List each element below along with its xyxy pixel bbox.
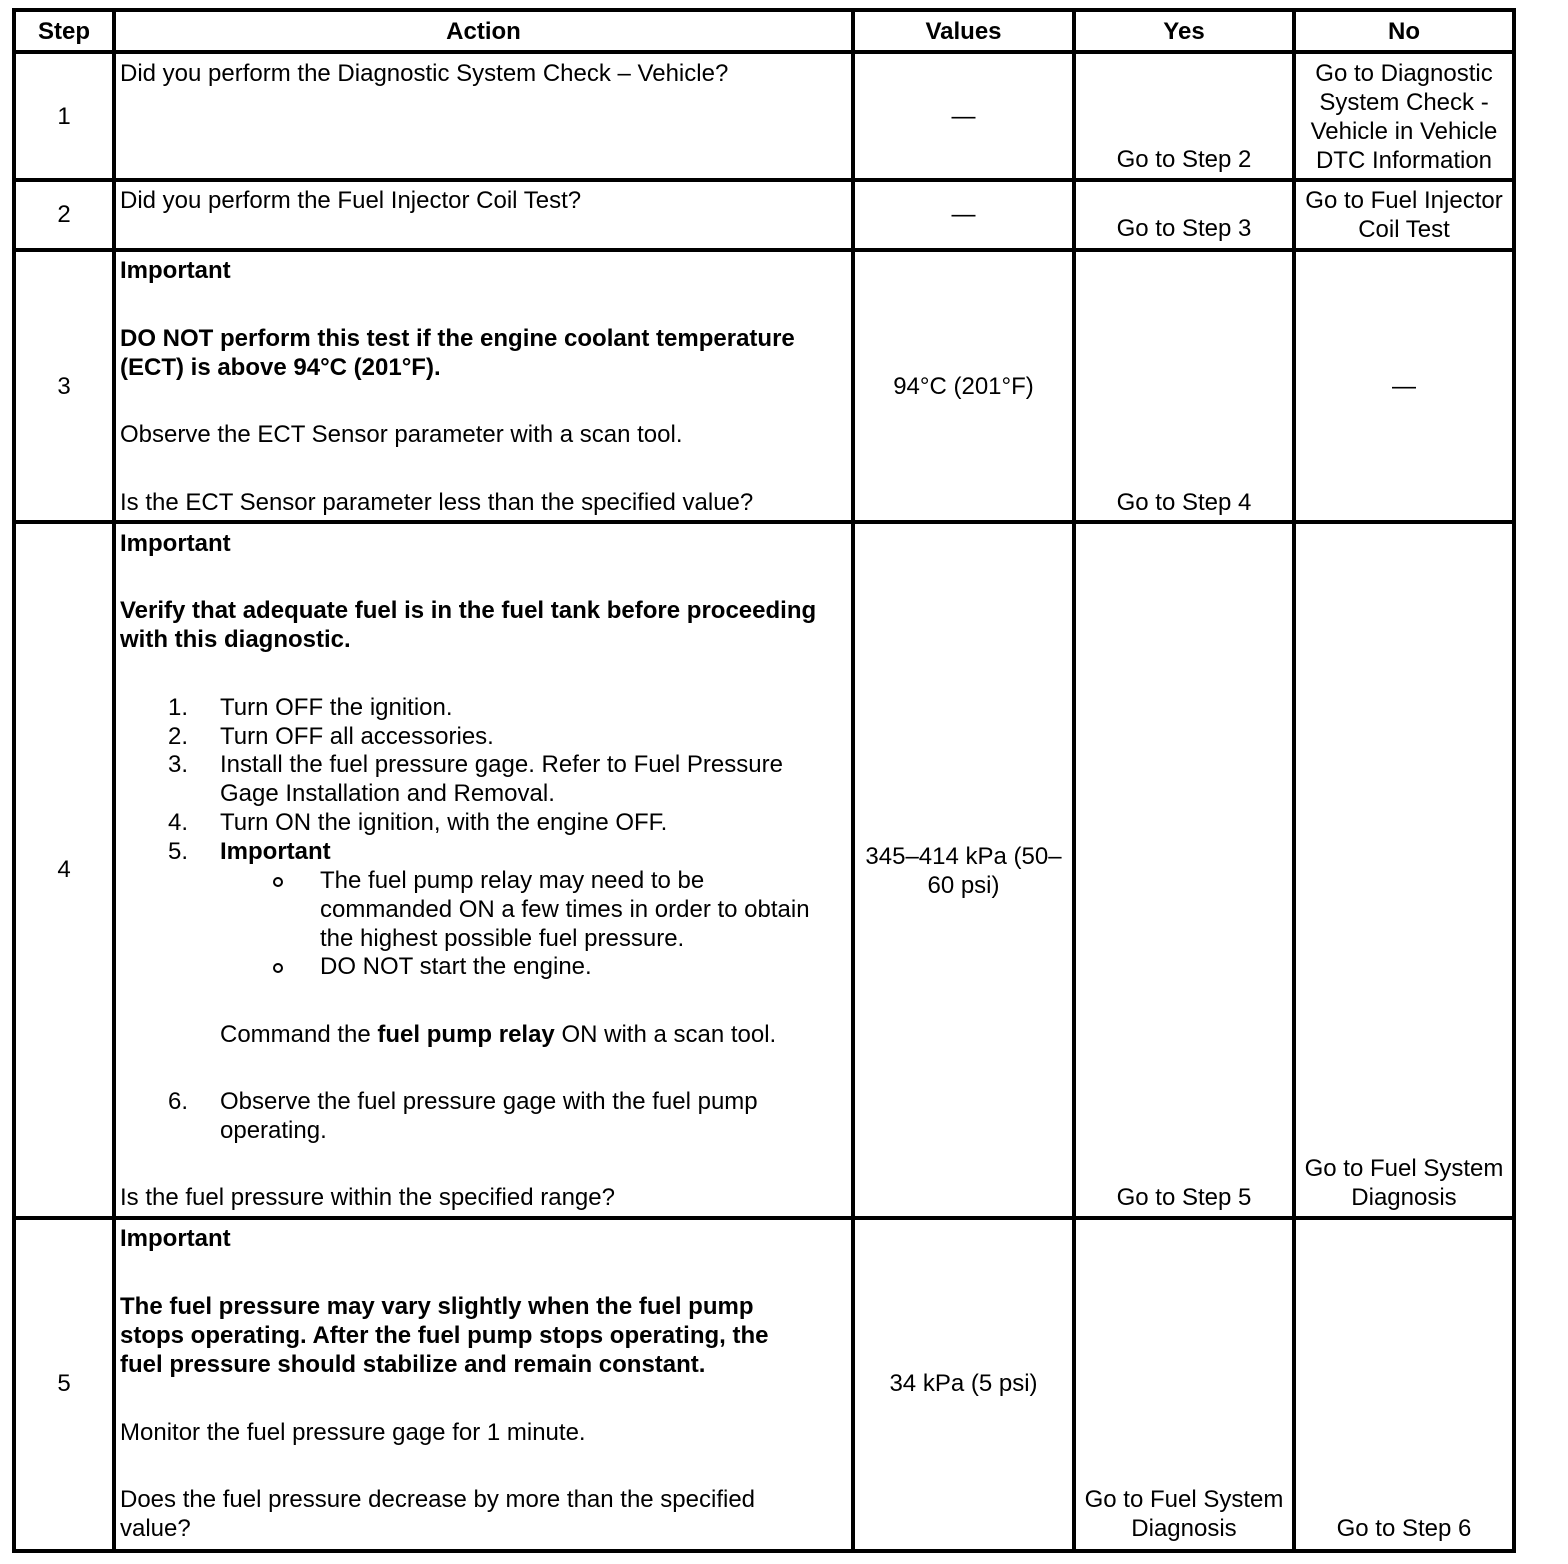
row-3-yes: Go to Step 4	[1116, 489, 1252, 516]
bullet-icon	[273, 877, 283, 887]
row-4-warning-line: with this diagnostic.	[120, 626, 351, 653]
bullet-item: DO NOT start the engine.	[320, 953, 592, 980]
row-4-question: Is the fuel pressure within the specified range?	[120, 1184, 615, 1211]
row-2-no-line: Coil Test	[1358, 216, 1450, 243]
row-1-question: Did you perform the Diagnostic System Check – Vehicle?	[120, 60, 729, 87]
row-5-no: Go to Step 6	[1336, 1515, 1472, 1542]
row-3-value: 94°C (201°F)	[893, 373, 1034, 400]
list-item	[220, 1087, 758, 1145]
row-1-step: 1	[57, 103, 71, 130]
row-4-no-line: Diagnosis	[1351, 1184, 1457, 1211]
row-3-question: Is the ECT Sensor parameter less than the specified value?	[120, 489, 754, 516]
row-4-step: 4	[57, 856, 71, 883]
list-item-important: Important	[220, 838, 331, 865]
header-values: Values	[925, 18, 1002, 45]
row-1-yes: Go to Step 2	[1116, 146, 1252, 173]
command-bold: fuel pump relay	[377, 1021, 555, 1048]
row-5-instruction: Monitor the fuel pressure gage for 1 minute.	[120, 1419, 586, 1446]
list-item: Turn OFF the ignition.	[220, 694, 453, 721]
bullet-item-line: commanded ON a few times in order to obtain	[320, 896, 810, 923]
list-item-line: Gage Installation and Removal.	[220, 780, 555, 807]
row-1-no-line: System Check -	[1319, 89, 1489, 116]
row-2-step: 2	[57, 201, 71, 228]
row-5-yes-line: Go to Fuel System	[1084, 1486, 1284, 1513]
list-item	[220, 750, 783, 808]
row-3-no: —	[1392, 373, 1416, 400]
row-4-value-line: 60 psi)	[927, 872, 1000, 899]
row-5-yes	[1076, 1485, 1292, 1543]
list-item-line: Observe the fuel pressure gage with the fuel pump	[220, 1088, 758, 1115]
list-number: 4.	[168, 809, 189, 836]
row-1-no	[1296, 59, 1512, 175]
list-item: Turn ON the ignition, with the engine OFF.	[220, 809, 668, 836]
row-5-warning-line: stops operating. After the fuel pump stops operating, the	[120, 1322, 769, 1349]
row-2-value: —	[951, 201, 976, 228]
row-3-warning-line: (ECT) is above 94°C (201°F).	[120, 354, 441, 381]
header-action: Action	[446, 18, 521, 45]
row-5-question-line: value?	[120, 1515, 191, 1542]
row-4-warning-line: Verify that adequate fuel is in the fuel tank before proceeding	[120, 597, 817, 624]
row-3-step: 3	[57, 373, 71, 400]
list-item-line: Install the fuel pressure gage. Refer to Fuel Pressure	[220, 751, 783, 778]
list-number: 5.	[168, 838, 189, 865]
row-1-no-line: Go to Diagnostic	[1315, 60, 1493, 87]
row-5-yes-line: Diagnosis	[1131, 1515, 1237, 1542]
row-4-value	[855, 842, 1072, 900]
list-number: 2.	[168, 723, 189, 750]
list-item: Turn OFF all accessories.	[220, 723, 494, 750]
row-1-value: —	[951, 103, 976, 130]
list-number: 6.	[168, 1088, 189, 1115]
row-1-no-line: DTC Information	[1315, 147, 1493, 174]
bullet-item-line: the highest possible fuel pressure.	[320, 925, 685, 952]
row-5-value: 34 kPa (5 psi)	[889, 1370, 1038, 1397]
row-2-no-line: Go to Fuel Injector	[1305, 187, 1503, 214]
row-2-yes: Go to Step 3	[1116, 215, 1252, 242]
row-3-warning	[120, 324, 795, 382]
row-5-step: 5	[57, 1370, 71, 1397]
row-4-important: Important	[120, 530, 231, 557]
list-number: 1.	[168, 694, 189, 721]
header-step: Step	[37, 18, 90, 45]
row-5-warning	[120, 1292, 768, 1379]
row-4-yes: Go to Step 5	[1116, 1184, 1252, 1211]
row-5-question	[120, 1485, 755, 1543]
bullet-icon	[273, 963, 283, 973]
row-5-question-line: Does the fuel pressure decrease by more than the specified	[120, 1486, 756, 1513]
bullet-item	[320, 866, 810, 953]
row-1-no-line: Vehicle in Vehicle	[1310, 118, 1498, 145]
row-3-instruction: Observe the ECT Sensor parameter with a scan tool.	[120, 421, 683, 448]
row-2-question: Did you perform the Fuel Injector Coil Test?	[120, 187, 582, 214]
command-post: ON with a scan tool.	[554, 1021, 777, 1048]
bullet-item-line: The fuel pump relay may need to be	[320, 867, 705, 894]
row-4-warning	[120, 596, 816, 654]
row-4-no	[1296, 1154, 1512, 1212]
row-3-important: Important	[120, 257, 231, 284]
row-3-warning-line: DO NOT perform this test if the engine coolant temperature	[120, 325, 795, 352]
row-5-warning-line: fuel pressure should stabilize and remain constant.	[120, 1351, 706, 1378]
row-2-no	[1296, 186, 1512, 244]
row-5-important: Important	[120, 1225, 231, 1252]
header-yes: Yes	[1163, 18, 1205, 45]
command-text	[220, 1020, 776, 1049]
list-item-line: operating.	[220, 1117, 327, 1144]
command-pre: Command the	[220, 1021, 378, 1048]
row-4-value-line: 345–414 kPa (50–	[865, 843, 1062, 870]
list-number: 3.	[168, 751, 189, 778]
row-4-no-line: Go to Fuel System	[1304, 1155, 1504, 1182]
row-5-warning-line: The fuel pressure may vary slightly when the fuel pump	[120, 1293, 754, 1320]
header-no: No	[1388, 18, 1420, 45]
